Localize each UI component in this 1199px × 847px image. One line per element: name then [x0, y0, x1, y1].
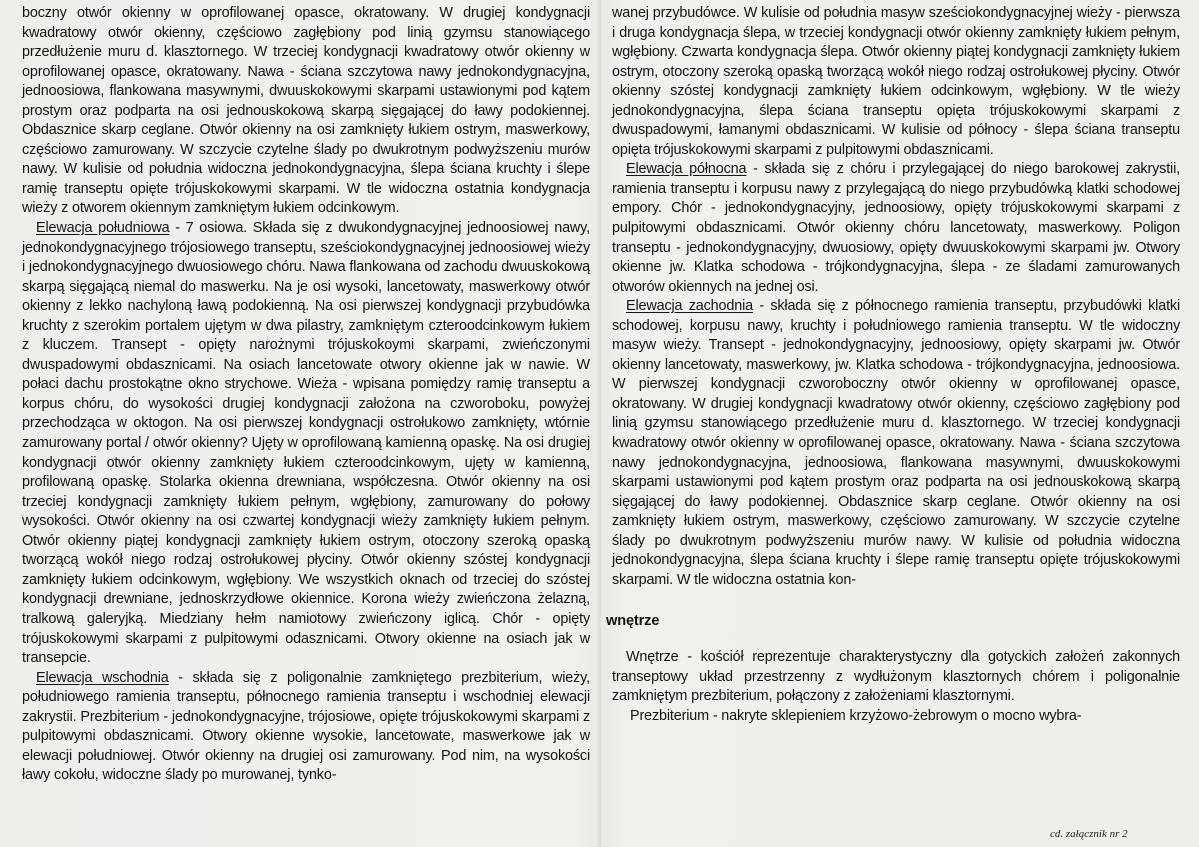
right-paragraph-north-elevation [612, 160, 1180, 297]
interior-paragraph-1: Wnętrze - kościół reprezentuje charakterystyczny dla gotyckich założeń zakonnych transeptowy układ przestrzenny z wydłużonym klasztornych chórem i poligonalnie zamkniętym prezbiterium, połączony z założeniami klasztornymi. [612, 648, 1180, 705]
right-paragraph-1: wanej przybudówce. W kulisie od południa masyw sześciokondygnacyjnej wieży - pierwsza i druga kondygnacja ślepa, w trzeciej kondygnacji otwór okienny zamknięty łukiem pełnym, wgłębiony. Czwarta kondygnacja ślepa. Otwór okienny piątej kondygnacji zamknięty łukiem ostrym, otoczony szeroką opaską tworzącą wokół niego rodzaj ostrołukowej płyciny. Otwór okienny szóstej kondygnacji zamknięty łukiem odcinkowym, wgłębiony. W tle wieży jednokondygnacyjna, ślepa ściana transeptu opięta trójuskokowymi skarpami z dwuspadowymi, łamanymi obdasznicami. W kulisie od północy - ślepa ściana transeptu opięta trójuskokowymi skarpami z pulpitowymi obdasznicami. [612, 5, 1180, 158]
north-elevation-text: - składa się z chóru i przylegającej do niego barokowej zakrystii, ramienia transeptu i korpusu nawy z przylegającą do niego przybudówką klatki schodowej empory. Chór - jednokondygnacyjny, jednoosiowy, opięty trójuskokowymi skarpami z pulpitowymi obdasznicami. Otwór okienny chóru lancetowaty, maswerkowy. Poligon transeptu - jednokondygnacyjny, dwuosiowy, opięty dwuuskokowymi skarpami jw. Otwory okienne jw. Klatka schodowa - trójkondygnacyjna, ślepa - ze śladami zamurowanych otworów okiennych na jednej osi. [612, 161, 1180, 295]
right-column [606, 4, 1181, 726]
section-title-interior: wnętrze [606, 613, 660, 630]
east-elevation-text: - składa się z poligonalnie zamkniętego prezbiterium, wieży, południowego ramienia transeptu, północnego ramienia transeptu i wschodniej elewacji zakrystii. Prezbiterium - jednokondygnacyjne, trójosiowe, opięte trójuskokowymi skarpami z pulpitowymi obdasznicami. Otwory okienne wysokie, lancetowate, maswerkowe jak w elewacji południowej. Otwór okienny na drugiej osi zamurowany. Pod nim, na wysokości ławy cokołu, widoczne ślady po murowanej, tynko- [22, 669, 590, 784]
south-elevation-text: - 7 osiowa. Składa się z dwukondygnacyjnej jednoosiowej nawy, jednokondygnacyjnego trójosiowego transeptu, sześciokondygnacyjnej jednoosiowej wieży i jednokondygnacyjnego dwuosiowego chóru. Nawa flankowana od zachodu dwuuskokową skarpą sięgającą niemal do maswerku. Na je osi wysoki, lancetowaty, maswerkowy otwór okienny z lekko nachyloną ławą podokienną. Na osi pierwszej kondygnacji przybudówka kruchty z szerokim portalem ujętym w dwa pilastry, zamkniętym czteroodcinkowym łukiem z kluczem. Transept - opięty narożnymi trójuskokoymi skarpami, zwieńczonymi dwuspadowymi obdasznicami. Na osiach lancetowate otwory okienne jak w nawie. W połaci dachu prostokątne okno strychowe. Wieża - wpisana pomiędzy ramię transeptu a korpus chóru, do wysokości drugiej kondygnacji założona na czworoboku, powyżej przechodząca w oktogon. Na osi pierwszej kondygnacji ostrołukowo zamknięty, wtórnie zamurowany portal / otwór okienny? Ujęty w oprofilowaną kamienną opaskę. Na osi drugiej kondygnacji otwór okienny zamknięty łukiem czteroodcinkowym, ujęty w kamienną, profilowaną opaskę. Stolarka okienna drewniana, współczesna. Otwór okienny na osi trzeciej kondygnacji zamknięty łukiem pełnym, wgłębiony, zamurowany do połowy wysokości. Otwór okienny na osi czwartej kondygnacji wieży zamknięty łukiem pełnym. Otwór okienny piątej kondygnacji zamknięty łukiem ostrym, otoczony szeroką opaską tworzącą wokół niego rodzaj ostrołukowej płyciny. Otwór okienny szóstej kondygnacji zamknięty łukiem odcinkowym, wgłębiony. We wszystkich oknach od trzeciej do szóstej kondygnacji drewniane, jednoskrzydłowe okiennice. Korona wieży zwieńczona żelazną, tralkową galeryjką. Miedziany hełm namiotowy zwieńczony iglicą. Chór - opięty trójuskokowymi skarpami z pulpitowymi odasznicami. Otwory okienne na osiach jak w transepcie. [22, 220, 591, 667]
page-gutter [598, 0, 601, 847]
left-column [22, 4, 590, 786]
heading-east-elevation: Elewacja wschodnia [36, 669, 169, 686]
heading-north-elevation: Elewacja północna [626, 161, 747, 178]
left-paragraph-1: boczny otwór okienny w oprofilowanej opasce, okratowany. W drugiej kondygnacji kwadratowy otwór okienny, częściowo zagłębiony pod linią gzymsu stanowiącego przedłużenie muru d. klasztornego. W trzeciej kondygnacji kwadratowy otwór okienny w oprofilowanej opasce, okratowany. Nawa - ściana szczytowa nawy jednokondygnacyjna, jednoosiowa, flankowana masywnymi, dwuuskokowymi skarpami ustawionymi pod kątem prostym oraz podparta na osi jednouskokową skarpą sięgającej do ławy podokiennej. Obdasznice skarp ceglane. Otwór okienny na osi zamknięty łukiem ostrym, maswerkowy, częściowo zamurowany. W szczycie czytelne ślady po dwukrotnym podwyższeniu murów nawy. W kulisie od południa widoczna jednokondygnacyjna, ślepa ściana kruchty i ślepe ramię transeptu opięte trójuskokowymi skarpami. W tle widoczna ostatnia kondygnacja wieży z otworem okiennym zamkniętym łukiem odcinkowym. [22, 5, 590, 217]
right-paragraph-west-elevation [612, 297, 1180, 590]
west-elevation-text: - składa się z północnego ramienia transeptu, przybudówki klatki schodowej, korpusu nawy, kruchty i południowego ramienia transeptu. W tle widoczny masyw wieży. Transept - jednokondygnacyjny, jednoosiowy, opięty skarpami jw. Otwór okienny lancetowaty, maswerkowy, jw. Klatka schodowa - trójkondygnacyjna, jednoosiowa. W pierwszej kondygnacji czworoboczny otwór okienny w oprofilowanej opasce, okratowany. W drugiej kondygnacji kwadratowy otwór okienny, częściowo zagłębiony pod linią gzymsu stanowiącego przedłużenie muru d. klasztornego. W trzeciej kondygnacji kwadratowy otwór okienny w oprofilowanej opasce, okratowany. Nawa - ściana szczytowa nawy jednokondygnacyjna, jednoosiowa, flankowana masywnymi, dwuuskokowymi skarpami ustawionymi pod kątem prostym oraz podparta na osi jednouskokową skarpą sięgającej do ławy podokiennej. Obdasznice skarp ceglane. Otwór okienny na osi zamknięty łukiem ostrym, maswerkowy, częściowo zamurowany. W szczycie czytelne ślady po dwukrotnym podwyższeniu murów nawy. W kulisie od południa widoczna jednokondygnacyjna, ślepa ściana kruchty i ślepe ramię transeptu opięte trójuskokowymi skarpami. W tle widoczna ostatnia kon- [612, 298, 1181, 588]
interior-paragraph-2: Prezbiterium - nakryte sklepieniem krzyżowo-żebrowym o mocno wybra- [630, 707, 1082, 724]
left-paragraph-east-elevation [22, 669, 590, 786]
continuation-note: cd. załącznik nr 2 [1050, 828, 1128, 840]
left-paragraph-south-elevation [22, 219, 590, 669]
heading-west-elevation: Elewacja zachodnia [626, 298, 753, 315]
heading-south-elevation: Elewacja południowa [36, 220, 170, 237]
